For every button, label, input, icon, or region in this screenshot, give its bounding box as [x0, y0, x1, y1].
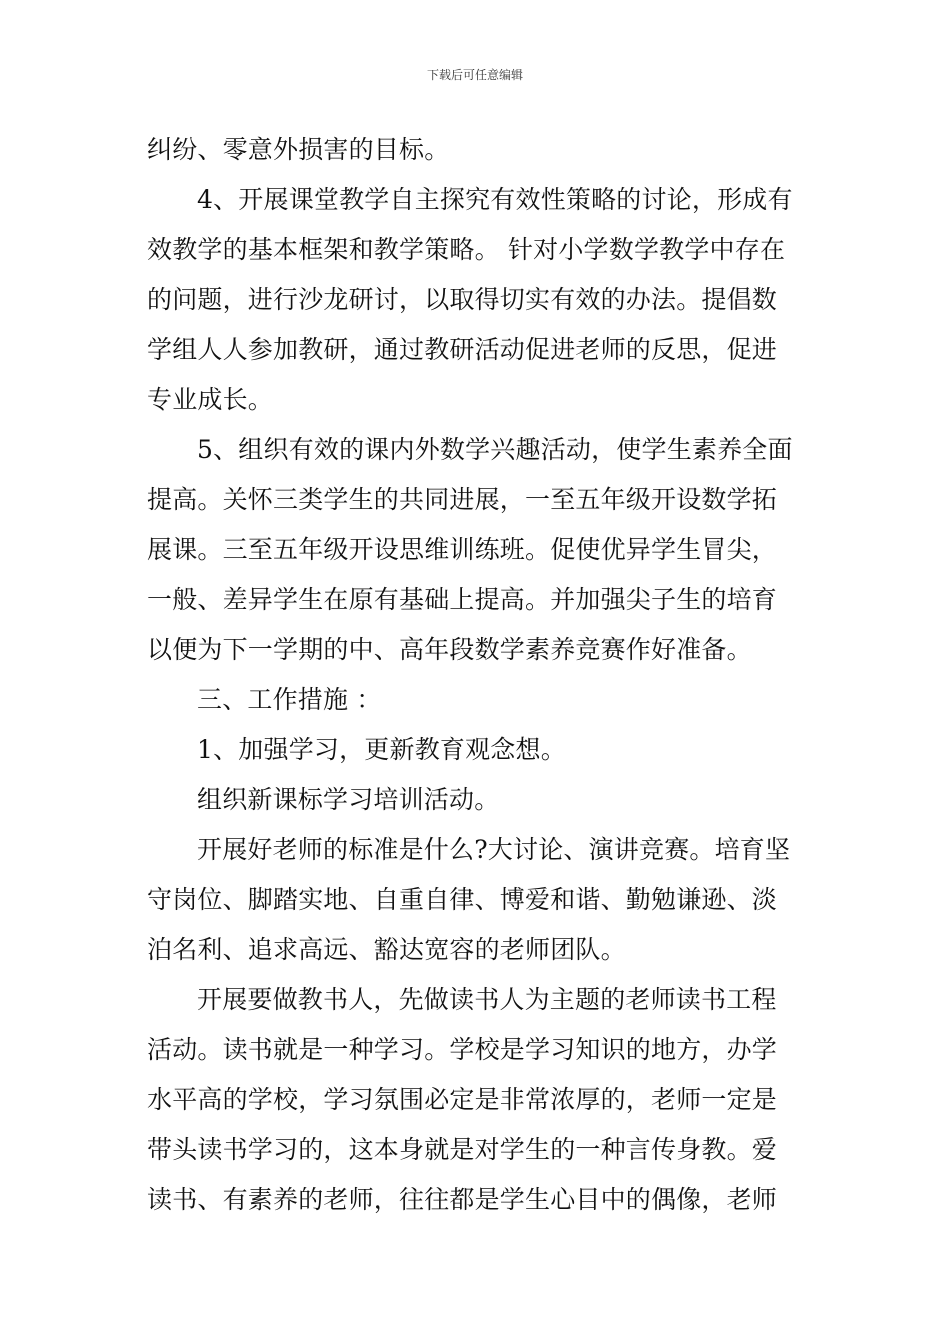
text-line: 带头读书学习的，这本身就是对学生的一种言传身教。爱 [147, 1135, 778, 1164]
text-line: 水平高的学校，学习氛围必定是非常浓厚的，老师一定是 [147, 1085, 778, 1114]
text-line: 以便为下一学期的中、高年段数学素养竞赛作好准备。 [147, 635, 752, 664]
text-line: 开展要做教书人，先做读书人为主题的老师读书工程 [197, 985, 777, 1014]
text-line: 活动。读书就是一种学习。学校是学习知识的地方，办学 [147, 1035, 778, 1064]
text-line: 1、加强学习，更新教育观念想。 [197, 735, 566, 764]
text-line: 读书、有素养的老师，往往都是学生心目中的偶像，老师 [147, 1185, 778, 1214]
text-line: 提高。关怀三类学生的共同进展，一至五年级开设数学拓 [147, 485, 778, 514]
text-line: 泊名利、追求高远、豁达宽容的老师团队。 [147, 935, 626, 964]
text-line: 效教学的基本框架和教学策略。 针对小学数学教学中存在 [147, 235, 786, 264]
text-line: 三、工作措施 ： [197, 685, 382, 714]
page-header: 下载后可任意编辑 [426, 68, 523, 82]
text-line: 纠纷、零意外损害的目标。 [147, 135, 450, 164]
text-line: 开展好老师的标准是什么?大讨论、演讲竞赛。培育坚 [197, 835, 791, 864]
text-line: 4、开展课堂教学自主探究有效性策略的讨论，形成有 [197, 185, 793, 214]
text-line: 守岗位、脚踏实地、自重自律、博爱和谐、勤勉谦逊、淡 [147, 885, 778, 914]
text-line: 5、组织有效的课内外数学兴趣活动，使学生素养全面 [197, 435, 793, 464]
body-text [147, 125, 807, 1225]
text-line: 展课。三至五年级开设思维训练班。促使优异学生冒尖， [147, 535, 778, 564]
text-line: 专业成长。 [147, 385, 274, 414]
text-line: 的问题，进行沙龙研讨，以取得切实有效的办法。提倡数 [147, 285, 778, 314]
text-line: 学组人人参加教研，通过教研活动促进老师的反思，促进 [147, 335, 778, 364]
text-line: 一般、差异学生在原有基础上提高。并加强尖子生的培育 [147, 585, 778, 614]
text-line: 组织新课标学习培训活动。 [197, 785, 500, 814]
